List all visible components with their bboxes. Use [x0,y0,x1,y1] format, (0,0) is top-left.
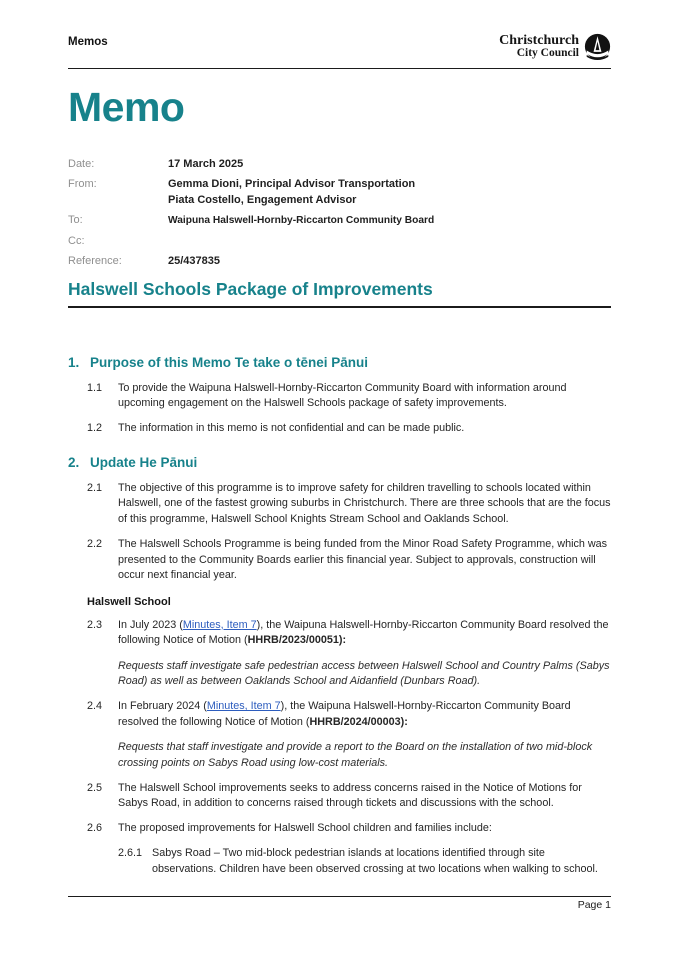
meta-value [168,213,434,229]
council-brand [499,33,611,60]
meta-row [68,234,611,250]
memo-item [87,618,611,649]
item-text [118,421,611,437]
item-number: 2.4 [87,700,103,713]
item-text [118,381,611,412]
meta-value-line: Piata Costello, Engagement Advisor [168,193,357,206]
item-text [118,537,611,584]
text-run: In July 2023 ( [118,618,183,631]
memo-subject-heading: Halswell Schools Package of Improvements [68,279,611,308]
meta-row [68,213,611,229]
text-run: In February 2024 ( [118,700,207,713]
section [68,454,611,878]
minutes-link[interactable]: Minutes, Item 7 [206,700,281,713]
item-number: 2.2 [87,538,103,551]
item-text [152,846,611,877]
memo-item [87,537,611,584]
item-text [118,781,611,812]
section-heading [68,354,611,372]
page-footer [68,896,611,911]
subheading [87,596,611,608]
section-title: Purpose of this Memo Te take o tēnei Pānui [90,354,369,370]
memo-item [87,481,611,528]
section-title: Update He Pānui [90,454,198,470]
meta-label: Reference: [68,255,122,268]
memo-item [87,821,611,837]
meta-value [168,157,243,173]
meta-value [168,254,220,270]
item-text [118,481,611,528]
memo-title: Memo [68,84,185,130]
section-heading [68,454,611,472]
text-run: Requests staff investigate safe pedestrian access between Halswell School and Country Palms (Sabys Road) as well as between Oaklands School and Aidanfield (Dunbars Road). [118,659,610,688]
text-run: The Halswell School improvements seeks to address concerns raised in the Notice of Motions for Sabys Road, in addition to concerns raised through tickets and discussions with the school. [118,781,582,810]
memo-item [87,421,611,437]
text-run: Halswell School [87,595,171,608]
text-run: The Halswell Schools Programme is being funded from the Minor Road Safety Programme, which was presented to the Community Boards earlier this financial year. Subject to approvals, construction will occur next financial year. [118,538,608,582]
text-run: The objective of this programme is to improve safety for children travelling to schools located within Halswell, one of the fastest growing suburbs in Christchurch. There are three schools that are the focus of this programme, Halswell School Knights Stream School and Oaklands School. [118,481,611,525]
motion-reference: HHRB/2023/00051): [247,634,347,647]
meta-label: To: [68,214,83,227]
meta-label: Date: [68,157,95,170]
item-number: 1.1 [87,381,103,394]
item-number: 2.1 [87,481,103,494]
text-run: Requests that staff investigate and provide a report to the Board on the installation of two mid-block crossing points on Sabys Road using low-cost materials. [118,740,593,769]
text-run: Sabys Road – Two mid-block pedestrian islands at locations identified through site observations. Children have been observed crossing at two locations when walking to school. [152,847,598,875]
quote-text [118,659,611,690]
text-run: The information in this memo is not confidential and can be made public. [118,422,465,435]
page-header [68,0,611,69]
meta-row [68,177,611,208]
section-number: 1. [68,354,80,370]
memo-item [87,699,611,730]
meta-row [68,254,611,270]
meta-label: From: [68,178,97,191]
section-items [87,381,611,437]
meta-label: Cc: [68,234,85,247]
text-run: ), the Waipuna Halswell-Hornby-Riccarton Community Board resolved the following Notice of Motion ( [118,618,609,647]
motion-reference: HHRB/2024/00003): [309,715,408,728]
council-name-line1: Christchurch [499,32,579,48]
meta-row [68,157,611,173]
section [68,354,611,437]
item-number: 2.5 [87,781,103,794]
sections [68,354,611,878]
council-wordmark [499,34,579,60]
item-text [118,821,611,837]
text-run: ), the Waipuna Halswell-Hornby-Riccarton Community Board resolved the following Notice of Motion ( [118,700,571,728]
item-text [118,618,611,649]
minutes-link[interactable]: Minutes, Item 7 [182,618,257,631]
meta-table [68,157,611,270]
memo-item [87,781,611,812]
item-text [118,699,611,730]
meta-value-line: Gemma Dioni, Principal Advisor Transportation [168,178,416,191]
section-number: 2. [68,454,80,470]
page-number: Page 1 [577,899,611,911]
section-items [87,481,611,878]
item-number: 1.2 [87,422,103,435]
item-number: 2.3 [87,618,103,631]
header-memos-label: Memos [68,36,108,48]
item-number: 2.6.1 [118,847,143,860]
meta-value [168,177,415,208]
meta-value-line: 25/437835 [168,255,220,268]
text-run: To provide the Waipuna Halswell-Hornby-Riccarton Community Board with information around upcoming engagement on the Halswell Schools package of safety improvements. [118,381,567,410]
christchurch-city-council-logo-icon [584,33,611,60]
meta-value-line: 17 March 2025 [168,157,244,170]
memo-item [118,846,611,877]
quote-text [118,740,611,771]
item-number: 2.6 [87,822,103,835]
meta-value-line: Waipuna Halswell-Hornby-Riccarton Community Board [168,215,435,227]
text-run: The proposed improvements for Halswell School children and families include: [118,822,492,835]
memo-item [87,381,611,412]
council-name-line2: City Council [516,46,579,59]
